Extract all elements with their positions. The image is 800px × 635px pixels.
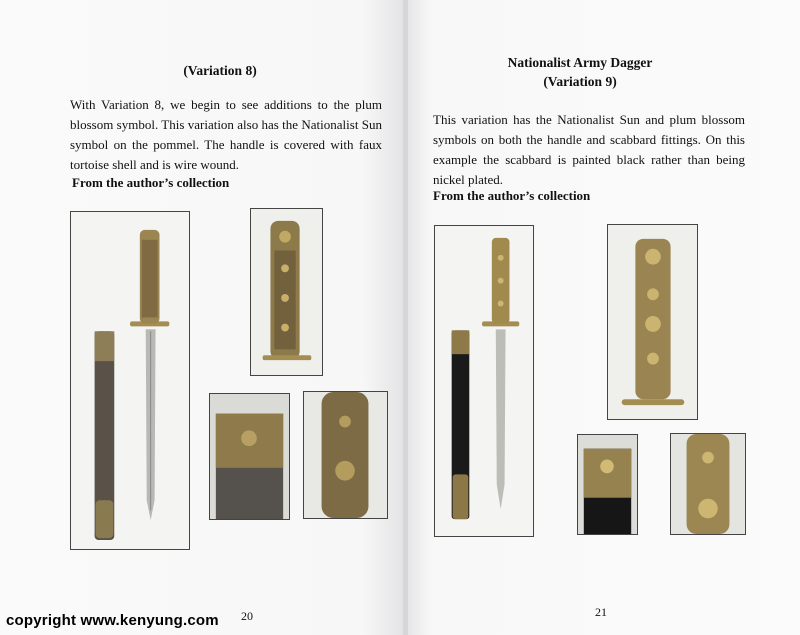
left-page-caption: From the author’s collection [72,175,230,190]
photo-scabbard-chape-variation-8 [303,391,388,519]
photo-scabbard-throat-variation-8 [209,393,290,520]
photo-scabbard-throat-variation-9 [577,434,638,535]
left-page-paragraph: With Variation 8, we begin to see additions to the plum blossom symbol. This variation also has the Nationalist Sun symbol on the pommel. The handle is covered with faux tortoise shell and is wire wound. [70,97,382,172]
photo-dagger-full-variation-9 [434,225,534,537]
photo-handle-closeup-variation-9 [607,224,698,420]
left-page-heading: (Variation 8) [183,63,257,78]
right-page-paragraph: This variation has the Nationalist Sun and plum blossom symbols on both the handle and scabbard fittings. On this example the scabbard is painted black rather than being nickel plated. [433,112,745,187]
photo-scabbard-chape-variation-9 [670,433,746,535]
copyright-watermark: copyright www.kenyung.com [6,612,219,629]
right-page-number: 21 [595,605,607,619]
right-page-caption: From the author’s collection [433,188,591,203]
right-page-heading-title: Nationalist Army Dagger [507,55,653,70]
right-page-heading-variation: (Variation 9) [543,74,617,89]
photo-handle-closeup-variation-8 [250,208,323,376]
left-page-number: 20 [241,609,253,623]
photo-dagger-full-variation-8 [70,211,190,550]
